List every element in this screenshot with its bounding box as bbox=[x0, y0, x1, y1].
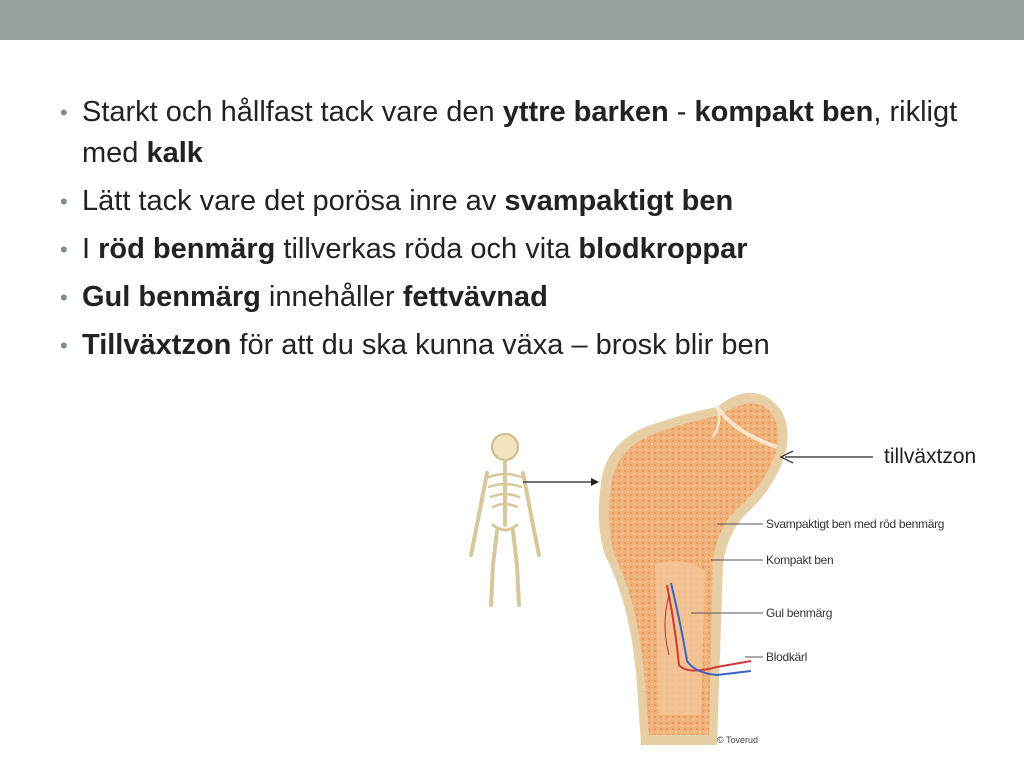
growth-zone-label: tillväxtzon bbox=[884, 445, 977, 468]
slide-header-bar bbox=[0, 0, 1024, 40]
bullet-text-segment: tillverkas röda och vita bbox=[275, 233, 579, 265]
bullet-item bbox=[58, 92, 958, 174]
bullet-dot-icon: • bbox=[60, 189, 68, 214]
bullet-text bbox=[82, 96, 957, 169]
bullet-text bbox=[82, 185, 733, 217]
skeleton-icon bbox=[471, 434, 539, 605]
bullet-text-segment: , rikligt med bbox=[82, 96, 958, 169]
bullet-item bbox=[58, 229, 958, 270]
bullet-text-segment: Lätt tack vare det porösa inre av bbox=[82, 185, 505, 217]
bullet-bold-term: kalk bbox=[146, 137, 203, 169]
bone-illustration bbox=[455, 385, 1024, 755]
bone-figure bbox=[455, 385, 1024, 755]
bullet-text-segment: Starkt och hållfast tack vare den bbox=[82, 96, 503, 128]
bullet-dot-icon: • bbox=[60, 100, 68, 125]
bullet-text-segment: innehåller bbox=[260, 281, 403, 313]
label-compact-bone: Kompakt ben bbox=[766, 553, 834, 567]
bullet-list bbox=[58, 92, 958, 373]
label-spongy-bone: Svampaktigt ben med röd benmärg bbox=[766, 517, 945, 531]
bullet-bold-term: fettvävnad bbox=[402, 281, 548, 313]
bullet-item bbox=[58, 325, 958, 366]
bullet-item bbox=[58, 277, 958, 318]
bullet-bold-term: röd benmärg bbox=[98, 233, 276, 265]
bullet-text bbox=[82, 233, 748, 265]
bullet-bold-term: Gul benmärg bbox=[82, 281, 261, 313]
bullet-text bbox=[82, 281, 548, 313]
bullet-dot-icon: • bbox=[60, 333, 68, 358]
bullet-item bbox=[58, 181, 958, 222]
bullet-dot-icon: • bbox=[60, 237, 68, 262]
bullet-bold-term: yttre barken bbox=[502, 96, 669, 128]
bullet-dot-icon: • bbox=[60, 285, 68, 310]
label-yellow-marrow: Gul benmärg bbox=[766, 606, 833, 620]
bullet-text-segment: för att du ska kunna växa – brosk blir ben bbox=[231, 329, 770, 361]
copyright-text: © Toverud bbox=[717, 735, 758, 745]
bullet-bold-term: blodkroppar bbox=[578, 233, 748, 265]
bullet-text bbox=[82, 329, 770, 361]
bullet-text-segment: I bbox=[82, 233, 99, 265]
bullet-bold-term: Tillväxtzon bbox=[82, 329, 232, 361]
bullet-bold-term: kompakt ben bbox=[694, 96, 874, 128]
bullet-bold-term: svampaktigt ben bbox=[504, 185, 734, 217]
bullet-text-segment: - bbox=[668, 96, 695, 128]
label-blood-vessel: Blodkärl bbox=[766, 650, 807, 664]
